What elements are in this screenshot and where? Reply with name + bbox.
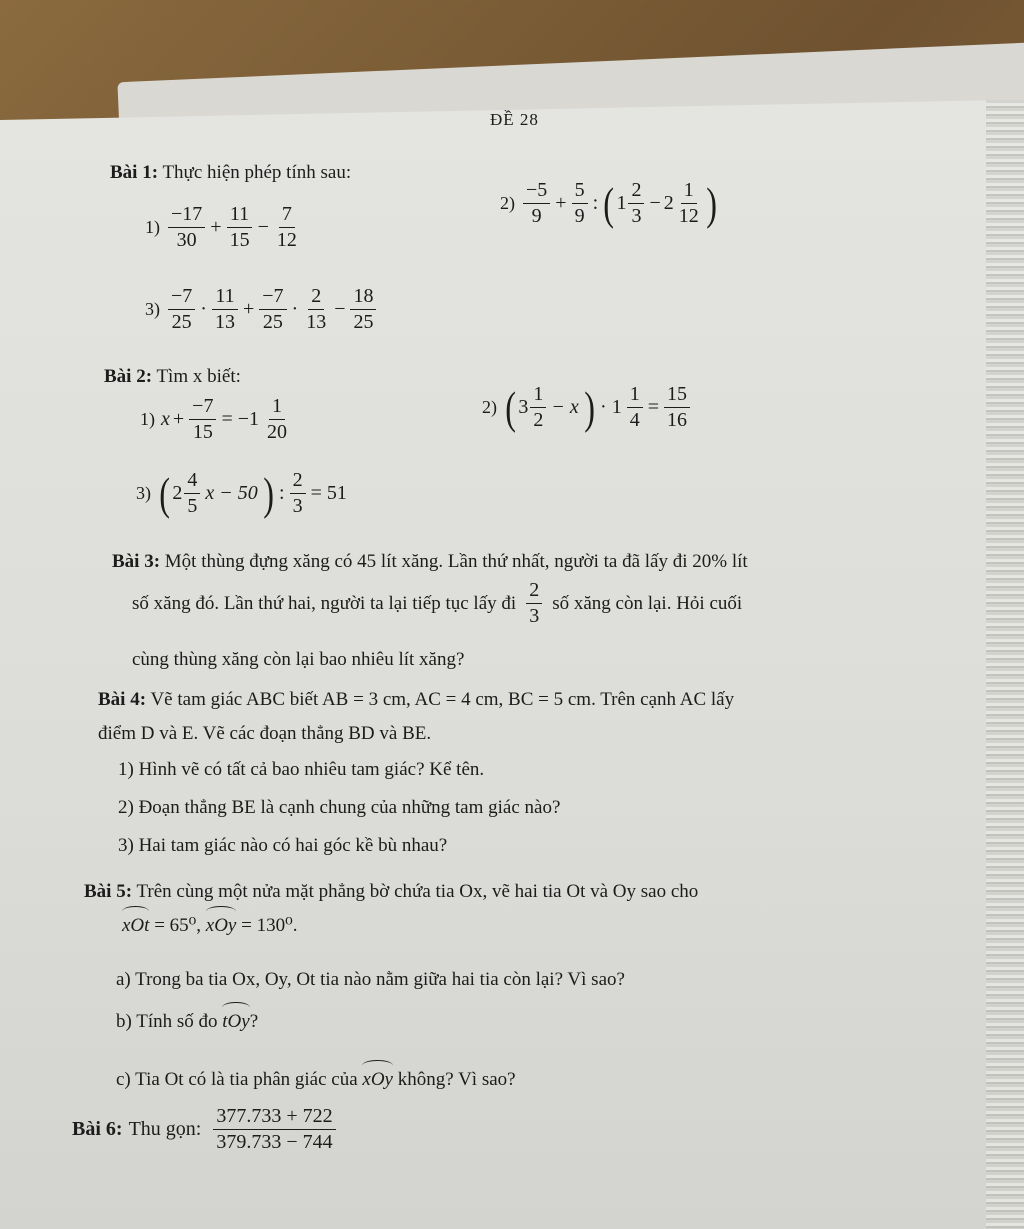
- angle-xot: xOt: [122, 915, 150, 936]
- bai1-text: Thực hiện phép tính sau:: [162, 162, 352, 183]
- bai5-question-a: a) Trong ba tia Ox, Oy, Ot tia nào nằm giữa hai tia còn lại? Vì sao?: [116, 969, 625, 990]
- bai2-label: Bài 2:: [104, 366, 153, 387]
- bai2-problem-1: 1) x + $\frac{-7}{15}$ = −1 $\frac{1}{20}$: [140, 396, 292, 443]
- angle-xoy: xOy: [362, 1069, 393, 1090]
- bai3-line-3: cùng thùng xăng còn lại bao nhiêu lít xăng?: [132, 649, 465, 670]
- bai4-label: Bài 4:: [98, 689, 147, 710]
- fraction: $\frac{-7}{15}$: [189, 396, 216, 443]
- bai1-problem-2: 2) $\frac{-5}{9}$ + $\frac{5}{9}$ : ( 1 $\frac{2}{3}$ − 2 $\frac{1}{12}$ ): [500, 177, 717, 229]
- fraction: $\frac{-17}{30}$: [168, 204, 205, 251]
- fraction: $\frac{7}{12}$: [276, 203, 297, 251]
- fraction: $\frac{1}{4}$: [627, 384, 643, 431]
- bai6-label: Bài 6:: [72, 1118, 123, 1140]
- bai6-text: Thu gọn:: [128, 1118, 202, 1140]
- bai2-problem-3: 3) ( 2 $\frac{4}{5}$ x − 50 ) : $\frac{2}{3}$ = 51: [136, 467, 347, 519]
- page-title: ĐỀ 28: [490, 110, 539, 129]
- angle-xoy: xOy: [205, 915, 237, 936]
- bai3-text: Một thùng đựng xăng có 45 lít xăng. Lần thứ nhất, người ta đã lấy đi 20% lít: [164, 551, 748, 572]
- problem-number: 1): [140, 409, 155, 429]
- problem-number: 1): [145, 217, 160, 237]
- bai4-line-2: điểm D và E. Vẽ các đoạn thẳng BD và BE.: [98, 723, 432, 744]
- fraction: $\frac{-5}{9}$: [523, 180, 550, 227]
- fraction: $\frac{4}{5}$: [184, 470, 200, 517]
- bai3-line-2: số xăng đó. Lần thứ hai, người ta lại tiếp tục lấy đi $\frac{2}{3}$ số xăng còn lại. Hỏi cuối: [132, 579, 743, 627]
- bai5-line-1: Bài 5: Trên cùng một nửa mặt phẳng bờ chứa tia Ox, vẽ hai tia Ot và Oy sao cho: [84, 881, 699, 902]
- fraction: $\frac{377.733 + 722}{379.733 - 744}$: [213, 1106, 335, 1153]
- fraction: $\frac{1}{12}$: [678, 179, 699, 227]
- bai2-problem-2: 2) ( 3 $\frac{1}{2}$ − x ) · 1 $\frac{1}{4}$ = $\frac{15}{16}$: [482, 384, 692, 431]
- bai5-question-b: b) Tính số đo tOy?: [116, 1011, 259, 1032]
- bai1-problem-3: 3) $\frac{-7}{25}$ · $\frac{11}{13}$ + $\frac{-7}{25}$ · $\frac{2}{13}$ − $\frac{18}{25}$: [145, 286, 378, 333]
- fraction: $\frac{1}{2}$: [530, 384, 546, 431]
- fraction: $\frac{2}{3}$: [628, 180, 644, 227]
- fraction: $\frac{11}{13}$: [212, 286, 238, 333]
- fraction: $\frac{11}{15}$: [227, 204, 253, 251]
- bai1-problem-1: 1) $\frac{-17}{30}$ + $\frac{11}{15}$ − $\frac{7}{12}$: [145, 204, 302, 251]
- fraction: $\frac{5}{9}$: [572, 180, 588, 227]
- bai5-question-c: c) Tia Ot có là tia phân giác của xOy không? Vì sao?: [116, 1069, 516, 1090]
- fraction: $\frac{-7}{25}$: [259, 286, 286, 333]
- fraction: $\frac{15}{16}$: [664, 384, 690, 431]
- bai4-question-3: 3) Hai tam giác nào có hai góc kề bù nhau?: [118, 835, 448, 856]
- problem-number: 3): [136, 483, 151, 503]
- fraction: $\frac{2}{3}$: [290, 470, 306, 517]
- problem-number: 3): [145, 299, 160, 319]
- bai1-label: Bài 1:: [110, 162, 159, 183]
- fraction: $\frac{2}{3}$: [526, 580, 542, 627]
- fraction: $\frac{1}{20}$: [267, 395, 288, 443]
- fraction: $\frac{-7}{25}$: [168, 286, 195, 333]
- bai5-label: Bài 5:: [84, 881, 133, 902]
- bai4-question-2: 2) Đoạn thẳng BE là cạnh chung của những tam giác nào?: [118, 797, 561, 818]
- bai5-angles: xOt = 65⁰, xOy = 130⁰.: [122, 915, 298, 936]
- bai1-heading: [110, 162, 351, 184]
- bai4-question-1: 1) Hình vẽ có tất cả bao nhiêu tam giác? Kể tên.: [118, 759, 485, 780]
- fraction: $\frac{18}{25}$: [350, 286, 376, 333]
- bai3-label: Bài 3:: [112, 551, 161, 572]
- bai2-heading: [104, 366, 241, 388]
- problem-number: 2): [482, 397, 497, 417]
- bai6: [72, 1106, 338, 1153]
- bai3-line-1: [112, 550, 748, 574]
- fraction: $\frac{2}{13}$: [306, 285, 327, 333]
- angle-toy: tOy: [222, 1011, 250, 1032]
- paper-edge: [986, 100, 1024, 1229]
- bai4-line-1: Bài 4: Vẽ tam giác ABC biết AB = 3 cm, AC = 4 cm, BC = 5 cm. Trên cạnh AC lấy: [98, 689, 735, 710]
- problem-number: 2): [500, 193, 515, 213]
- bai2-text: Tìm x biết:: [156, 366, 241, 387]
